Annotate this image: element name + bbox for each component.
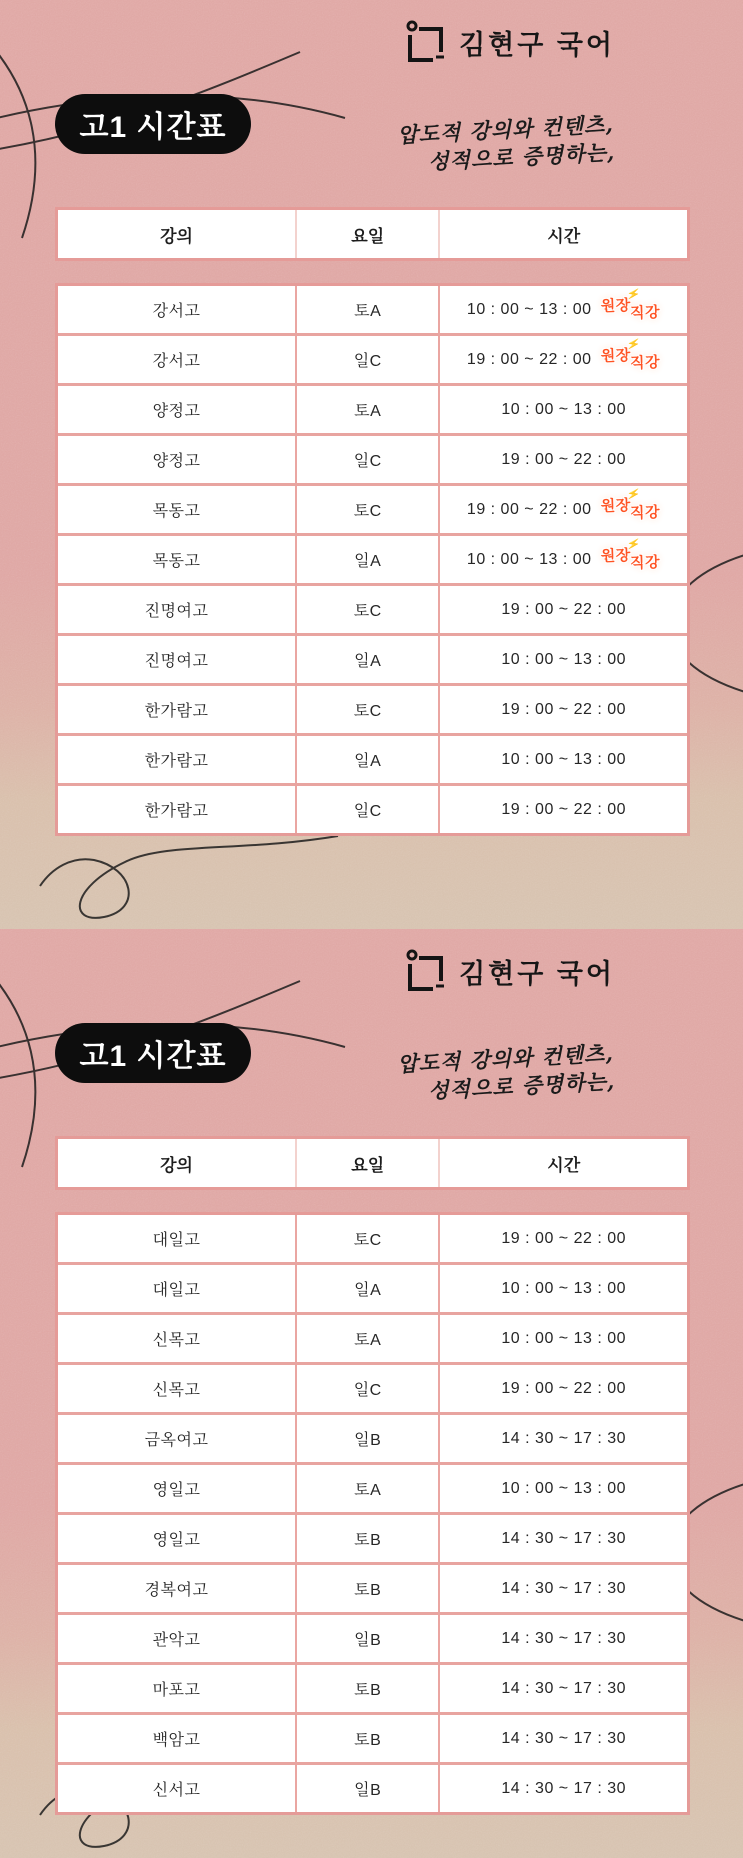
day-cell: 일B	[297, 1415, 440, 1462]
day-cell: 토B	[297, 1515, 440, 1562]
brand-logo	[405, 20, 615, 64]
time-text: 19 : 00 ~ 22 : 00	[501, 600, 626, 618]
time-cell	[440, 386, 687, 433]
brand-logo-text: 김현구 국어	[459, 958, 615, 989]
table-row	[58, 1215, 687, 1265]
time-text: 14 : 30 ~ 17 : 30	[501, 1529, 626, 1547]
table-row	[58, 1615, 687, 1665]
table-row	[58, 636, 687, 686]
time-cell	[440, 1415, 687, 1462]
timetable-body-0	[55, 283, 690, 836]
table-row	[58, 1515, 687, 1565]
tagline-line-2: 성적으로 증명하는,	[428, 1068, 617, 1104]
day-cell: 토B	[297, 1565, 440, 1612]
time-text: 14 : 30 ~ 17 : 30	[501, 1729, 626, 1747]
time-cell	[440, 686, 687, 733]
spark-icon: ⚡	[625, 487, 642, 503]
day-cell: 일A	[297, 736, 440, 783]
tagline-line-2: 성적으로 증명하는,	[428, 139, 617, 175]
table-row	[58, 1715, 687, 1765]
day-cell: 일B	[297, 1615, 440, 1662]
school-cell: 목동고	[58, 536, 297, 583]
school-cell: 신목고	[58, 1315, 297, 1362]
school-cell: 한가람고	[58, 786, 297, 833]
tagline-line-1: 압도적 강의와 컨텐츠,	[397, 1040, 615, 1077]
header-cell-lecture: 강의	[58, 1139, 297, 1187]
spark-icon: ⚡	[625, 537, 642, 553]
school-cell: 관악고	[58, 1615, 297, 1662]
table-row	[58, 386, 687, 436]
time-cell	[440, 286, 687, 333]
header-cell-time: 시간	[547, 226, 581, 246]
school-cell: 신목고	[58, 1365, 297, 1412]
grade-title-badge	[55, 94, 251, 154]
school-cell: 강서고	[58, 286, 297, 333]
day-cell: 일C	[297, 336, 440, 383]
table-row	[58, 436, 687, 486]
panel-2	[0, 929, 743, 1858]
time-text: 19 : 00 ~ 22 : 00	[501, 450, 626, 468]
time-cell	[440, 436, 687, 483]
time-text: 14 : 30 ~ 17 : 30	[501, 1629, 626, 1647]
time-text: 10 : 00 ~ 13 : 00	[501, 1279, 626, 1297]
school-cell: 한가람고	[58, 736, 297, 783]
school-cell: 강서고	[58, 336, 297, 383]
time-text: 10 : 00 ~ 13 : 00	[501, 400, 626, 418]
day-cell: 토A	[297, 1315, 440, 1362]
time-cell	[440, 786, 687, 833]
school-cell: 영일고	[58, 1465, 297, 1512]
table-row	[58, 336, 687, 386]
day-cell: 일C	[297, 786, 440, 833]
time-text: 19 : 00 ~ 22 : 00	[501, 800, 626, 818]
school-cell: 대일고	[58, 1215, 297, 1262]
time-cell	[440, 1615, 687, 1662]
day-cell: 일A	[297, 636, 440, 683]
director-live-badge: 원장 직강 ⚡	[600, 537, 660, 573]
timetable-body-1	[55, 1212, 690, 1815]
table-row	[58, 1665, 687, 1715]
table-row	[58, 1565, 687, 1615]
table-row	[58, 1765, 687, 1812]
table-row	[58, 1365, 687, 1415]
brand-logo-icon	[405, 949, 447, 993]
day-cell: 토C	[297, 1215, 440, 1262]
school-cell: 한가람고	[58, 686, 297, 733]
table-row	[58, 1315, 687, 1365]
time-text: 19 : 00 ~ 22 : 00	[501, 700, 626, 718]
school-cell: 양정고	[58, 436, 297, 483]
school-cell: 대일고	[58, 1265, 297, 1312]
director-live-badge: 원장 직강 ⚡	[600, 337, 660, 373]
time-cell	[440, 1315, 687, 1362]
table-row	[58, 1465, 687, 1515]
time-text: 19 : 00 ~ 22 : 00	[466, 500, 592, 518]
day-cell: 토C	[297, 586, 440, 633]
table-row	[58, 1265, 687, 1315]
school-cell: 진명여고	[58, 636, 297, 683]
tagline-line-1: 압도적 강의와 컨텐츠,	[397, 111, 615, 148]
time-cell	[440, 586, 687, 633]
time-cell	[440, 1465, 687, 1512]
school-cell: 목동고	[58, 486, 297, 533]
time-cell	[440, 736, 687, 783]
day-cell: 토B	[297, 1665, 440, 1712]
time-text: 10 : 00 ~ 13 : 00	[466, 300, 592, 318]
brand-logo	[405, 949, 615, 993]
day-cell: 일B	[297, 1765, 440, 1812]
spark-icon: ⚡	[625, 287, 642, 303]
time-cell	[440, 636, 687, 683]
day-cell: 일C	[297, 436, 440, 483]
director-live-badge: 원장 직강 ⚡	[600, 487, 660, 523]
time-cell	[440, 1215, 687, 1262]
brand-logo-text: 김현구 국어	[459, 29, 615, 60]
time-text: 10 : 00 ~ 13 : 00	[466, 550, 592, 568]
time-cell	[440, 1515, 687, 1562]
table-row	[58, 536, 687, 586]
time-text: 10 : 00 ~ 13 : 00	[501, 650, 626, 668]
day-cell: 토B	[297, 1715, 440, 1762]
table-row	[58, 286, 687, 336]
tagline	[397, 1039, 616, 1106]
spark-icon: ⚡	[625, 337, 642, 353]
school-cell: 영일고	[58, 1515, 297, 1562]
time-text: 19 : 00 ~ 22 : 00	[501, 1379, 626, 1397]
time-text: 14 : 30 ~ 17 : 30	[501, 1679, 626, 1697]
table-row	[58, 686, 687, 736]
time-cell	[440, 536, 687, 583]
time-text: 10 : 00 ~ 13 : 00	[501, 1329, 626, 1347]
time-cell	[440, 486, 687, 533]
header-cell-lecture: 강의	[58, 210, 297, 258]
day-cell: 일A	[297, 1265, 440, 1312]
school-cell: 양정고	[58, 386, 297, 433]
table-row	[58, 1415, 687, 1465]
table-row	[58, 736, 687, 786]
timetable-header	[55, 1136, 690, 1190]
day-cell: 토A	[297, 386, 440, 433]
time-cell	[440, 336, 687, 383]
time-text: 10 : 00 ~ 13 : 00	[501, 1479, 626, 1497]
brand-logo-icon	[405, 20, 447, 64]
school-cell: 진명여고	[58, 586, 297, 633]
table-row	[58, 786, 687, 833]
school-cell: 신서고	[58, 1765, 297, 1812]
tagline	[397, 110, 616, 177]
school-cell: 마포고	[58, 1665, 297, 1712]
table-row	[58, 586, 687, 636]
time-cell	[440, 1715, 687, 1762]
day-cell: 토C	[297, 686, 440, 733]
time-text: 14 : 30 ~ 17 : 30	[501, 1429, 626, 1447]
grade-title-badge	[55, 1023, 251, 1083]
time-text: 19 : 00 ~ 22 : 00	[501, 1229, 626, 1247]
time-cell	[440, 1565, 687, 1612]
timetable-header	[55, 207, 690, 261]
day-cell: 토C	[297, 486, 440, 533]
school-cell: 금옥여고	[58, 1415, 297, 1462]
day-cell: 일C	[297, 1365, 440, 1412]
time-cell	[440, 1365, 687, 1412]
time-text: 10 : 00 ~ 13 : 00	[501, 750, 626, 768]
table-row	[58, 486, 687, 536]
day-cell: 토A	[297, 1465, 440, 1512]
time-text: 19 : 00 ~ 22 : 00	[466, 350, 592, 368]
grade-title-text: 고1 시간표	[79, 1040, 227, 1073]
time-cell	[440, 1665, 687, 1712]
time-text: 14 : 30 ~ 17 : 30	[501, 1779, 626, 1797]
time-cell	[440, 1765, 687, 1812]
day-cell: 토A	[297, 286, 440, 333]
school-cell: 경복여고	[58, 1565, 297, 1612]
header-cell-time: 시간	[547, 1155, 581, 1175]
header-cell-day: 요일	[297, 1139, 440, 1187]
director-live-badge: 원장 직강 ⚡	[600, 287, 660, 323]
grade-title-text: 고1 시간표	[79, 111, 227, 144]
header-cell-day: 요일	[297, 210, 440, 258]
time-text: 14 : 30 ~ 17 : 30	[501, 1579, 626, 1597]
time-cell	[440, 1265, 687, 1312]
day-cell: 일A	[297, 536, 440, 583]
school-cell: 백암고	[58, 1715, 297, 1762]
